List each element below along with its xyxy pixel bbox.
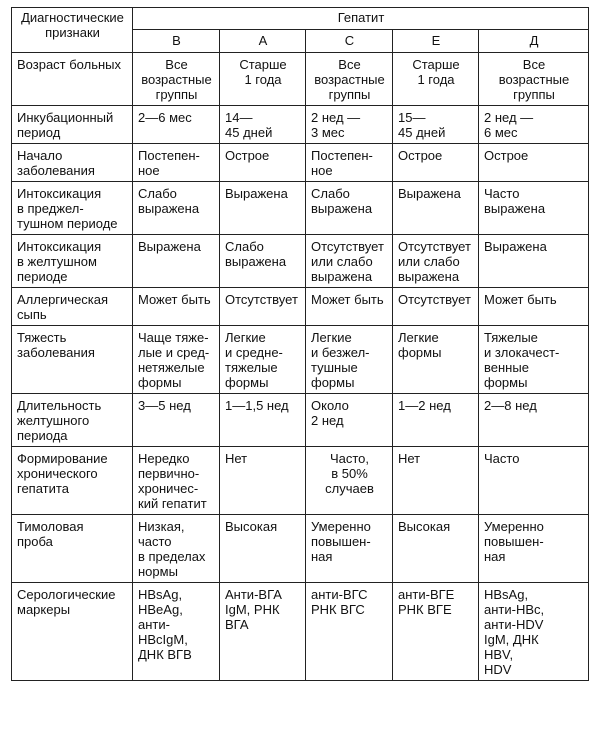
table-cell: Часто — [479, 447, 589, 515]
table-cell: Часто, в 50% случаев — [306, 447, 393, 515]
table-cell: анти-ВГС РНК ВГС — [306, 583, 393, 681]
table-cell: Старше 1 года — [220, 53, 306, 106]
table-cell: Все возрастные группы — [306, 53, 393, 106]
table-cell: 2—6 мес — [133, 106, 220, 144]
table-cell: Отсутствует — [393, 288, 479, 326]
row-label: Тимоловая проба — [12, 515, 133, 583]
table-cell: Часто выражена — [479, 182, 589, 235]
table-cell: HBsAg, HBeAg, анти- HBcIgM, ДНК ВГВ — [133, 583, 220, 681]
row-label: Длительность желтушного периода — [12, 394, 133, 447]
column-header-b: В — [133, 30, 220, 53]
column-header-e: Е — [393, 30, 479, 53]
row-label: Аллергическая сыпь — [12, 288, 133, 326]
table-cell: Отсутствует или слабо выражена — [393, 235, 479, 288]
table-cell: Умеренно повышен- ная — [306, 515, 393, 583]
table-cell: 2—8 нед — [479, 394, 589, 447]
row-label: Начало заболевания — [12, 144, 133, 182]
table-cell: Выражена — [220, 182, 306, 235]
table-cell: анти-ВГЕ РНК ВГЕ — [393, 583, 479, 681]
table-cell: Слабо выражена — [306, 182, 393, 235]
table-cell: Легкие и средне- тяжелые формы — [220, 326, 306, 394]
row-label: Интоксикация в желтушном периоде — [12, 235, 133, 288]
table-cell: Выражена — [479, 235, 589, 288]
table-cell: Острое — [479, 144, 589, 182]
table-cell: Нет — [393, 447, 479, 515]
table-cell: Слабо выражена — [220, 235, 306, 288]
table-cell: Отсутствует или слабо выражена — [306, 235, 393, 288]
table-cell: Все возрастные группы — [133, 53, 220, 106]
column-header-c: С — [306, 30, 393, 53]
table-cell: Легкие формы — [393, 326, 479, 394]
table-cell: Может быть — [133, 288, 220, 326]
table-cell: 2 нед — 6 мес — [479, 106, 589, 144]
table-cell: Низкая, часто в пределах нормы — [133, 515, 220, 583]
row-label: Инкубационный период — [12, 106, 133, 144]
row-label: Формирование хронического гепатита — [12, 447, 133, 515]
table-row — [12, 394, 589, 447]
table-cell: Постепен- ное — [306, 144, 393, 182]
header-row-main — [12, 8, 589, 30]
table-cell: 1—1,5 нед — [220, 394, 306, 447]
table-row — [12, 288, 589, 326]
table-cell: 2 нед — 3 мес — [306, 106, 393, 144]
table-cell: Чаще тяже- лые и сред- нетяжелые формы — [133, 326, 220, 394]
table-cell: Все возрастные группы — [479, 53, 589, 106]
table-row — [12, 447, 589, 515]
table-cell: Около 2 нед — [306, 394, 393, 447]
row-label: Интоксикация в преджел- тушном периоде — [12, 182, 133, 235]
table-cell: 14— 45 дней — [220, 106, 306, 144]
table-cell: Острое — [393, 144, 479, 182]
table-cell: Тяжелые и злокачест- венные формы — [479, 326, 589, 394]
row-label: Серологические маркеры — [12, 583, 133, 681]
table-cell: Острое — [220, 144, 306, 182]
table-row — [12, 326, 589, 394]
table-cell: 1—2 нед — [393, 394, 479, 447]
table-cell: Постепен- ное — [133, 144, 220, 182]
table-cell: Нередко первично- хроничес- кий гепатит — [133, 447, 220, 515]
table-cell: 3—5 нед — [133, 394, 220, 447]
table-cell: Умеренно повышен- ная — [479, 515, 589, 583]
table-cell: Отсутствует — [220, 288, 306, 326]
diagnostic-signs-header: Диагностические признаки — [12, 8, 133, 53]
hepatitis-group-header: Гепатит — [133, 8, 589, 30]
hepatitis-diagnostic-table — [11, 7, 589, 681]
table-cell: Анти-ВГА IgM, РНК ВГА — [220, 583, 306, 681]
row-label: Тяжесть заболевания — [12, 326, 133, 394]
table-cell: Выражена — [133, 235, 220, 288]
table-cell: Выражена — [393, 182, 479, 235]
table-row — [12, 144, 589, 182]
table-row — [12, 182, 589, 235]
hepatitis-table-wrapper — [11, 7, 589, 681]
table-row — [12, 515, 589, 583]
table-cell: Может быть — [479, 288, 589, 326]
table-row — [12, 53, 589, 106]
table-cell: Высокая — [393, 515, 479, 583]
column-header-d: Д — [479, 30, 589, 53]
row-label: Возраст больных — [12, 53, 133, 106]
table-cell: Нет — [220, 447, 306, 515]
table-cell: HBsAg, анти-HBc, анти-HDV IgM, ДНК HBV, HDV — [479, 583, 589, 681]
column-header-a: А — [220, 30, 306, 53]
table-cell: Высокая — [220, 515, 306, 583]
table-cell: Слабо выражена — [133, 182, 220, 235]
table-cell: Может быть — [306, 288, 393, 326]
table-row — [12, 106, 589, 144]
table-cell: Легкие и безжел- тушные формы — [306, 326, 393, 394]
table-cell: 15— 45 дней — [393, 106, 479, 144]
table-row — [12, 235, 589, 288]
table-cell: Старше 1 года — [393, 53, 479, 106]
table-row — [12, 583, 589, 681]
